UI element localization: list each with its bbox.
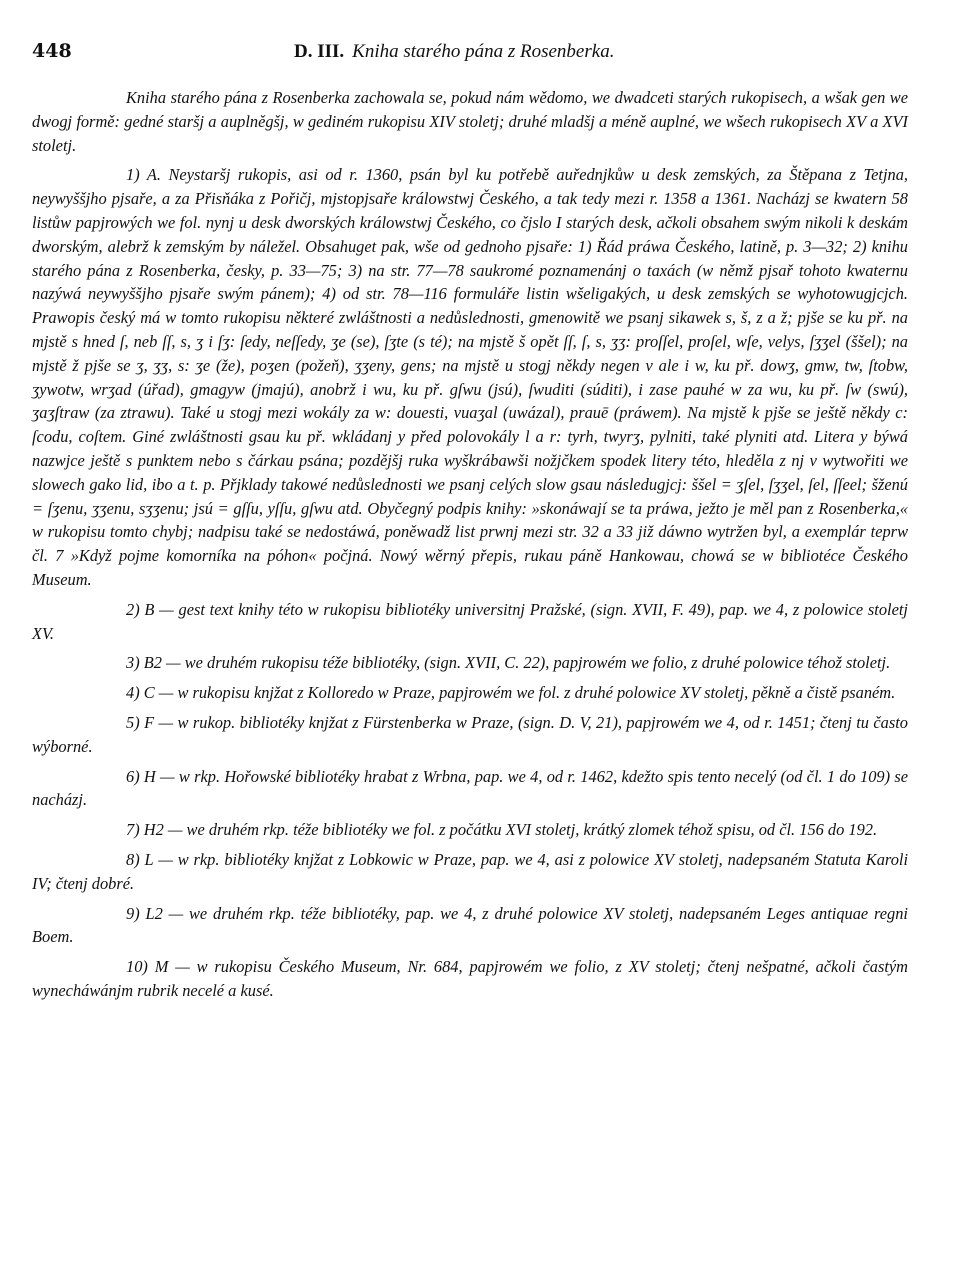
running-header xyxy=(32,40,908,80)
book-title: Kniha starého pána z Rosenberka. xyxy=(352,41,615,62)
running-title xyxy=(294,41,614,63)
manuscript-entry-l2: 9) L2 — we druhém rkp. téže bibliotéky, pap. we 4, z druhé polowice XV stoletj, nadepsaném Leges antiquae regni Boem. xyxy=(32,903,908,947)
manuscript-entry-l: 8) L — w rkp. bibliotéky knjžat z Lobkowic w Praze, pap. we 4, asi z polowice XV stoletj, nadepsaném Statuta Karoli IV; čtenj dobré. xyxy=(32,849,908,893)
manuscript-entry-b: 2) B — gest text knihy této w rukopisu bibliotéky universitnj Pražské, (sign. XVII, F. 49), pap. we 4, z polowice stoletj XV. xyxy=(32,599,908,643)
manuscript-entry-m: 10) M — w rukopisu Českého Museum, Nr. 684, papjrowém we folio, z XV stoletj; čtenj nešpatné, ačkoli častým wynecháwánjm rubrik necelé a kusé. xyxy=(32,957,908,1000)
manuscript-entry-f: 5) F — w rukop. bibliotéky knjžat z Fürstenberka w Praze, (sign. D. V, 21), papjrowém we 4, od r. 1451; čtenj tu často wýborné. xyxy=(32,712,908,756)
manuscript-entry-h: 6) H — w rkp. Hořowské bibliotéky hrabat z Wrbna, pap. we 4, od r. 1462, kdežto spis tento necelý (od čl. 1 do 109) se nacházj. xyxy=(32,766,908,810)
document-page xyxy=(32,40,908,1003)
manuscript-entry-a: 1) A. Neystaršj rukopis, asi od r. 1360, psán byl ku potřebě auřednjkůw u desk zemských, za Štěpana z Tetjna, neywyššjho pjsaře, a za Přisňáka z Pořičj, mjstopjsaře králowstwj Českého, a tak tedy mezi r. 1358 a 1361. Nacházj se kwatern 58 listůw papjrowých we fol. nynj u desk dworských králowstwj Českého, co čjslo I starých desk, ačkoli obsahem swým nikoli k deskám dworským, alebrž k zemským by náležel. Obsahuget pak, wše od gednoho pjsaře: 1) Řád práwa Českého, latině, p. 3—32; 2) knihu starého pána z Rosenberka, česky, p. 33—75; 3) na str. 77—78 saukromé poznamenánj o taxách (w němž pjsař tohoto kwaternu nazýwá neywyššjho pjsaře swým pánem); 4) od str. 78—116 formuláře listin wšeligakých, u desk zemských se wyhotowugjcjch. Prawopis český má w tomto rukopisu některé zwláštnosti a nedůslednosti, gmenowitě we psanj sikawek s, š, z a ž; pjše se ku př. na mjstě s hned ſ, neb ſſ, s, ʒ i ſʒ: ſedy, neſſedy, ʒe (se), ſʒte (s té); na mjstě š opět ſſ, ſ, s, ʒʒ: proſſel, proſel, wſe, velys, ſʒʒel (ššel); na mjstě ž pjše se ʒ, ʒʒ, s: ʒe (že), poʒen (požeň), ʒʒeny, gens; na mjstě u stogj někdy negen v ale i w, ku př. dowʒ, gmw, tw, ſtobw, ʒywotw, wrʒad (úřad), gmagyw (jmajú), anobrž i wu, ku př. gſwu (jsú), ſwuditi (súditi), i zase pauhé w za wu, ku př. ſw (swú), ʒaʒſtraw (za ztrawu). Také u stogj mezi wokály za w: douesti, vuaʒal (uwázal), prauē (práwem). Na mjstě k pjše se ještě někdy c: ſcodu, coſtem. Giné zwláštnosti gsau ku př. wkládanj y před polovokály l a r: tyrh, twyrʒ, pylniti, také plyniti atd. Litera y býwá nazwjce ještě s punktem nebo s čárkau psána; pozdějšj ruka wyškrábawši nožjčkem spodek litery této, hleděla z nj v wytwořiti we slowech gako lid, ibo a t. p. Přjklady takowé nedůslednosti we psanj celých slow gsau následugjcj: ššel = ʒſel, ſʒʒel, ſel, ſſeel; šženú = ſʒenu, ʒʒenu, sʒʒenu; jsú = gſſu, yſſu, gſwu atd. Obyčegný podpis knihy: »skonáwají se ta práwa, ježto je měl pan z Rosenberka,« w rukopisu tomto chybj; nadpisu také se nedostáwá, poněwadž list prwnj mezi str. 32 a 33 již dáwno wytržen byl, a exemplár teprw čl. 7 »Když pojme komorníka na póhon« počjná. Nowý wěrný přepis, rukau páně Hankowau, chowá se w bibliotéce Českého Museum. xyxy=(32,165,908,589)
intro-paragraph: Kniha starého pána z Rosenberka zachowala se, pokud nám wědomo, we dwadceti starých rukopisech, a wšak gen we dwogj formě: gedné staršj a auplněgšj, w gediném rukopisu XIV stoletj; druhé mladšj a méně auplné, we wšech rukopisech XV a XVI stoletj. xyxy=(32,88,908,155)
manuscript-entry-c: 4) C — w rukopisu knjžat z Kolloredo w Praze, papjrowém we fol. z druhé polowice XV stoletj, pěkně a čistě psaném. xyxy=(126,683,896,703)
section-label: D. III. xyxy=(294,41,345,62)
manuscript-entry-b2: 3) B2 — we druhém rukopisu téže bibliotéky, (sign. XVII, C. 22), papjrowém we folio, z druhé polowice téhož stoletj. xyxy=(126,653,891,673)
manuscript-entry-h2: 7) H2 — we druhém rkp. téže bibliotéky we fol. z počátku XVI stoletj, krátký zlomek téhož spisu, od čl. 156 do 192. xyxy=(126,820,878,840)
body-text xyxy=(32,86,908,1003)
page-number: 448 xyxy=(32,40,72,62)
